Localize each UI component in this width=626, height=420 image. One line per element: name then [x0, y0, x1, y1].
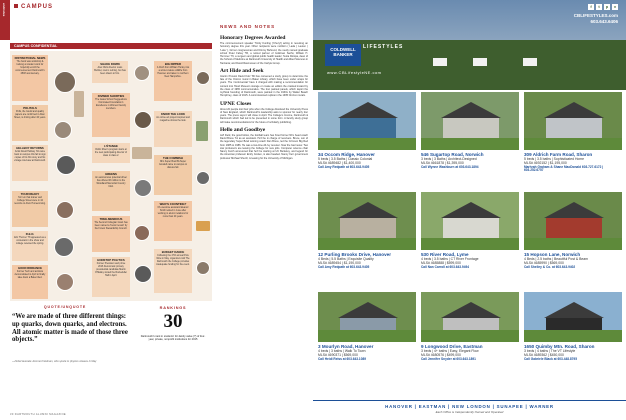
listing-title: 1650 Quimby Mtn. Road, Sharon: [524, 344, 595, 349]
collage-card: WHO'S COUNTING? Of executive assistant Eleanor Smith retired in June after working in alumni relations for more than 20 years.: [154, 201, 192, 241]
pinterest-icon[interactable]: p: [605, 4, 609, 9]
tent: [523, 58, 537, 66]
portrait-photo: [54, 71, 76, 93]
listing-card[interactable]: [421, 292, 519, 361]
news-column: [220, 32, 308, 412]
listing-photo: [524, 92, 622, 150]
social-icons: [588, 4, 618, 10]
portrait-photo: [134, 65, 150, 81]
listing-info: 5 beds | 3.5 Baths | Classic Colonial: [318, 157, 373, 162]
portrait-photo: [56, 201, 74, 219]
portrait-photo: [54, 237, 74, 257]
bus-illustration: [196, 221, 210, 231]
listing-photo: [318, 292, 416, 342]
listing-info: 3 beds | 3 Baths | Architect-Designed: [421, 157, 477, 162]
listing-info: 3 beds | 4+ baths | Easy, Elegant Flow: [421, 349, 479, 354]
collage-card: DISTINCTIONAL NEWS The book was workshop & looking at student work for hopefully enroll the commencement Dartmouth's 250th anniversary.: [12, 55, 48, 101]
listing-card[interactable]: [524, 192, 622, 269]
collage-card: SHAKE DOWN Alex Olick director Louis Burbler, now is retiring, but has been drawn to him.: [92, 61, 128, 83]
confidential-banner: CAMPUS CONFIDENTIAL: [10, 43, 212, 49]
portrait-photo: [196, 71, 210, 85]
collage-card: HELLBOY RETURNS Artist David Hallissy '94 came back to campus this fall to sign copies of his film story and his vintage interview at Dartmouth.: [12, 145, 48, 181]
listing-photo: [421, 192, 519, 250]
right-page-ad: [313, 0, 626, 420]
listing-mls: MLS# 4689482 | $1,400,000: [318, 161, 361, 166]
portrait-photo: [196, 171, 210, 185]
brand-tagline: LIFESTYLES: [363, 44, 404, 50]
collage-card: THE COMMISH NFL Super Bowl Bi-Super Goodell came to campus to discuss fall.: [154, 155, 192, 195]
footer-towns: HANOVER | EASTMAN | NEW LONDON | SUNAPEE | WARNER: [385, 404, 554, 409]
ad-hero-photo: [313, 0, 626, 90]
rankings-text: Dartmouth's rank in students' for-family value (?) of four-year, private, nonprofit institutions for 2015: [140, 335, 206, 342]
collage-card: GREENS An autonomous potential driver has offered 46 million to the Woodland Memorial Country Club.: [92, 171, 130, 211]
listing-agent: Marhrah Graham & Shane MacDonald 603.727.6172 | 603.252.6757: [524, 164, 604, 173]
brand-url[interactable]: www.CBLifestyleNE.com: [327, 70, 382, 75]
listing-agent: Call Wynne Washburn at 603.643.1894: [421, 164, 479, 169]
footer-disclaimer: Each Office is Independently Owned and Operated: [435, 410, 504, 414]
tent: [473, 58, 487, 66]
listing-info: 4 beds | 3.5 baths | CT River Frontage: [421, 257, 479, 262]
facebook-icon[interactable]: f: [588, 4, 594, 10]
listing-title: 12 Purling Brooks Drive, Hanover: [318, 252, 392, 257]
listing-agent: Call Gabriele Black at 603.448.8795: [524, 356, 577, 361]
listing-info: 4 Beds | 2.5 baths | Beautiful Post & Beam: [524, 257, 588, 262]
listing-card[interactable]: [421, 192, 519, 269]
ad-contact: [574, 13, 618, 25]
collage-card: TREE-MENDOUS The Second Collegian Grant has been named a 'heroic tenant' by the Forest Stewardship Council.: [92, 216, 130, 252]
listing-agent: Call Jennifer Snyder at 603.643.1891: [421, 356, 476, 361]
listing-title: 546 Sugartop Road, Norwich: [421, 152, 484, 157]
clock-tower-illustration: [74, 91, 84, 117]
collage-card: DIVINED SHORTIES The Gates School Suggestions Nominated Foundation's Excellence in Women Faculty members.: [92, 93, 130, 137]
portrait-photo: [56, 273, 74, 291]
portrait-photo: [54, 121, 72, 139]
collage-card: TOUR READY Tell 'em that trainer and College Street were in 44 records on Alum Homecoming.: [12, 191, 48, 227]
listing-card[interactable]: [524, 292, 622, 361]
listing-card[interactable]: [421, 92, 519, 169]
news-headline: UPNE Closes: [220, 100, 252, 107]
portrait-photo: [56, 155, 76, 175]
listing-title: 530 River Road, Lyme: [421, 252, 469, 257]
listing-agent: Call Shelley & Co. at 603.643.9402: [524, 264, 576, 269]
listing-photo: [524, 192, 622, 250]
listing-title: 15 Hopson Lane, Norwich: [524, 252, 581, 257]
twitter-icon[interactable]: t: [596, 4, 602, 10]
portrait-photo: [134, 225, 150, 241]
collage-card: GOOD RIDDANCE Former Tech and activists demonstrated in April to finally take down a Baker tiled.: [12, 265, 48, 299]
news-label: NEWS AND NOTES: [220, 24, 276, 29]
collage-card: R.E.O. Eric Thorner '78 appeared as a contestant in the show and college received the spring.: [12, 231, 48, 261]
ad-footer: [313, 400, 626, 420]
listing-card[interactable]: [318, 192, 416, 269]
listing-title: 309 Aldrich Farm Road, Sharon: [524, 152, 593, 157]
collage-card: BUDGET DANCE Following the 47th annual Pow Wow in May, organizers told The Dartmouth the College provides inadequate funding for the event.: [154, 249, 192, 293]
section-title: CAMPUS: [14, 4, 53, 10]
news-headline: Art Hide and Seek: [220, 67, 264, 74]
campus-collage: [10, 51, 212, 301]
listing-agent: Call Nan Carroll at 603.643.9494: [421, 264, 470, 269]
phone-number: 603.643.6406: [590, 18, 618, 24]
rankings-number: 30: [163, 311, 183, 332]
listing-title: 3 Mourlyn Road, Hanover: [318, 344, 374, 349]
quote-text: “We are made of three different things: up quarks, down quarks, and electrons. All atomic matter is made of those three objects.”: [12, 313, 128, 344]
quote-label: QUOTE/UNQUOTE: [43, 305, 87, 309]
listing-photo: [318, 92, 416, 150]
listing-agent: Call Amy Redpath at 603.643.9405: [318, 164, 370, 169]
website-link[interactable]: CBLIFESTYLES.com: [573, 13, 618, 18]
collage-card: HONSTOP POLITICS Former President and prime 2016 Democratic primary presidential candidate Martin O'Malley visited the Rockefeller Hall in April.: [92, 257, 130, 297]
news-body: Interim Provost David Kotz '86 has convened a study group to determine the fate of the Orozco mural in Baker Library, which have been under wraps for years. The 'controversial' have it charged with making a recommendation for content into Hood Museum storage or create an edition the cracked inward by the class of 1965 commemorative. The four painted panels, which depict the mythical founding of Dartmouth, were painted in the 1930s by Walter Beach Humphrey, class of 1915. A commissioned replica in the 1935 Orozco murals.: [220, 74, 308, 98]
listing-photo: [421, 92, 519, 150]
quote-attribution: —Nobel laureate Jerome Friedman, who spoke to physics classes in May: [12, 360, 97, 363]
listing-card[interactable]: [524, 92, 622, 173]
news-body: About 20 people lost their jobs when the College dissolved the University Press of New England, which Dartmouth's leadership asks to sponsor for nearly four years. The press says it will close in April. The College's Income, Dartmouth & Dartmouth which had led to be presented in some form. A faculty study group will make recommendations for the future of scholarly publishing.: [220, 107, 308, 124]
collage-card: KNOW THE LOOK An online art project inspired and magazine shows the look.: [154, 111, 192, 147]
listing-info: 4 Beds | 5.5 Baths | Exquisite Quality: [318, 257, 374, 262]
portrait-photo: [134, 111, 152, 129]
listing-mls: MLS# 4690371 | $569,000: [318, 353, 358, 358]
collage-card: L'ÉTANGE Rollin River's program starts at the new participating director of class in class 2.: [92, 143, 130, 163]
quote-and-rankings: [10, 303, 212, 413]
tent: [433, 58, 447, 66]
listing-agent: Call Heidi Reiss at 603.643.1089: [318, 356, 367, 361]
building-illustration: [132, 147, 152, 159]
news-headline: Hello and Goodbye: [220, 126, 266, 133]
collage-card: POLITALS Polls, the Gould and quality papers are confirmed in Allen Street, is driving after 40 years.: [12, 105, 48, 141]
listing-mls: MLS# 4689454 | $1,190,000: [318, 261, 361, 266]
listing-title: 9 Longwood Drive, Eastman: [421, 344, 483, 349]
listing-card[interactable]: [318, 292, 416, 361]
listing-agent: Call Amy Redpath at 603.643.9405: [318, 264, 370, 269]
listing-mls: MLS# 4689362 | $450,000: [524, 353, 564, 358]
listing-mls: MLS# 4692152 | $1,195,000: [524, 161, 567, 166]
page-folio: 30 DARTMOUTH ALUMNI MAGAZINE: [10, 413, 66, 416]
listing-mls: MLS# 4685888 | $599,000: [421, 261, 461, 266]
listing-card[interactable]: [318, 92, 416, 169]
rankings-label: RANKINGS: [159, 306, 187, 310]
coldwell-banker-logo: COLDWELL BANKER: [325, 44, 361, 66]
news-body: Jeff Field, the good fellow, the football team has hired former NFL head coach David Bruce '61 as an assistant. He'll be in charge of receivers. Bruce, son of the legendary Super Bowl winning coach Dan Bruce, led the Crimson Big Red from 1985 to 1986. He was a two-time All-Ivy receiver. Now the bad news: Two star professors are leaving the College for new jobs. Computer science chair Nancy Fetch announced that he'll be starting at UC Berkeley, and legend for the American professor Emily Coolen, is also headed. Nancy Kerr government professor Michael Sherril, is leaving for the University of Michigan.: [220, 133, 308, 160]
portrait-photo: [196, 261, 210, 275]
section-side-tab: [0, 0, 10, 40]
collage-card: BIG DIPPER A Cloth from William Hurley into a winter-mature wildlife from Hanover and taken to northern New Hampshire.: [154, 61, 192, 101]
section-square-icon: [14, 4, 18, 8]
news-body: The commencement speaker Trinity Kunling ('Cheryl') acting in receiving an honorary degree this year. Other recipients were nutrition ( Lada ) Lauren ( 'Luke' ), former congressman and Dimmy Behrend, the newly named graduate school Peter Fahey '55, a retired partner of Goldman Sachs; William H. Hummer '79, a surgeon and global public health leader; Nuria Rotopa, dean of the School of Medicine at Dartmouth University of Health and Allied Sciences in Tanzania; and David Rasmussen of the Carlyle Group.: [220, 42, 308, 65]
listing-title: 34 Occom Ridge, Hanover: [318, 152, 375, 157]
side-tab-label: endnotes: [2, 3, 6, 17]
listing-mls: MLS# 4680576 | $499,000: [421, 353, 461, 358]
listing-info: 5 beds | 3.5 baths | Sophisticated Home: [524, 157, 585, 162]
listing-mls: MLS# 4661878 | $1,395,000: [421, 161, 464, 166]
tree-illustration: [196, 121, 208, 141]
video-icon[interactable]: v: [613, 4, 617, 9]
listing-info: 3 beds | 4 baths | The VT Lifestyle: [524, 349, 576, 354]
listing-photo: [318, 192, 416, 250]
listing-photo: [421, 292, 519, 342]
news-headline: Honorary Degrees Awarded: [220, 35, 286, 41]
listing-info: 4 beds | 3 baths | Walk To Town: [318, 349, 366, 354]
listing-mls: MLS# 4685990 | $569,000: [524, 261, 564, 266]
listing-photo: [524, 292, 622, 342]
portrait-photo: [134, 179, 152, 197]
portrait-photo: [134, 265, 152, 283]
